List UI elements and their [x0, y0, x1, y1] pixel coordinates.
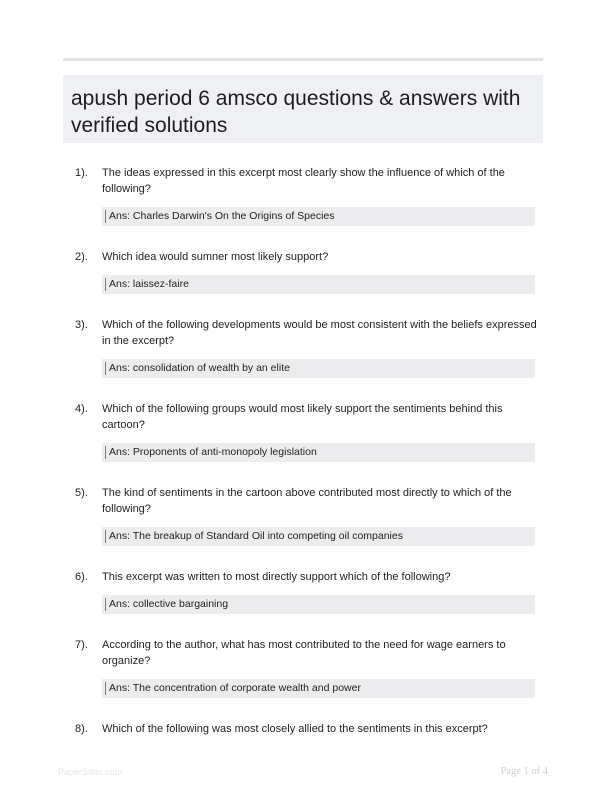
question-item-2	[75, 249, 537, 294]
question-text: According to the author, what has most contributed to the need for wage earners to organize?	[102, 639, 506, 667]
question-number: 8).	[75, 723, 88, 735]
question-item-8	[75, 721, 537, 737]
question-text: The kind of sentiments in the cartoon above contributed most directly to which of the following?	[102, 487, 512, 515]
answer-box: Ans: consolidation of wealth by an elite	[102, 359, 535, 378]
question-number: 3).	[75, 319, 88, 331]
footer-watermark: PaperSitter.com	[58, 767, 123, 777]
question-number: 7).	[75, 639, 88, 651]
answer-box: Ans: Charles Darwin's On the Origins of Species	[102, 207, 535, 226]
question-number: 5).	[75, 487, 88, 499]
title-banner	[63, 75, 543, 143]
answer-box: Ans: collective bargaining	[102, 595, 535, 614]
question-item-5	[75, 485, 537, 546]
page-number: Page 1 of 4	[500, 766, 548, 777]
top-divider	[63, 58, 543, 61]
answer-box: Ans: Proponents of anti-monopoly legislation	[102, 443, 535, 462]
question-number: 6).	[75, 571, 88, 583]
question-text: Which of the following was most closely allied to the sentiments in this excerpt?	[102, 723, 488, 735]
question-item-4	[75, 401, 537, 462]
question-number: 1).	[75, 167, 88, 179]
answer-box: Ans: The breakup of Standard Oil into competing oil companies	[102, 527, 535, 546]
document-title: apush period 6 amsco questions & answers with verified solutions	[71, 87, 521, 137]
answer-box: Ans: laissez-faire	[102, 275, 535, 294]
question-number: 2).	[75, 251, 88, 263]
question-item-7	[75, 637, 537, 698]
question-text: Which of the following groups would most likely support the sentiments behind this cartoon?	[102, 403, 503, 431]
question-text: The ideas expressed in this excerpt most clearly show the influence of which of the following?	[102, 167, 505, 195]
answer-box: Ans: The concentration of corporate wealth and power	[102, 679, 535, 698]
question-item-3	[75, 317, 537, 378]
question-number: 4).	[75, 403, 88, 415]
question-item-1	[75, 165, 537, 226]
question-text: Which idea would sumner most likely support?	[102, 251, 329, 263]
question-text: This excerpt was written to most directly support which of the following?	[102, 571, 451, 583]
question-item-6	[75, 569, 537, 614]
question-text: Which of the following developments would be most consistent with the beliefs expressed in the excerpt?	[102, 319, 537, 347]
